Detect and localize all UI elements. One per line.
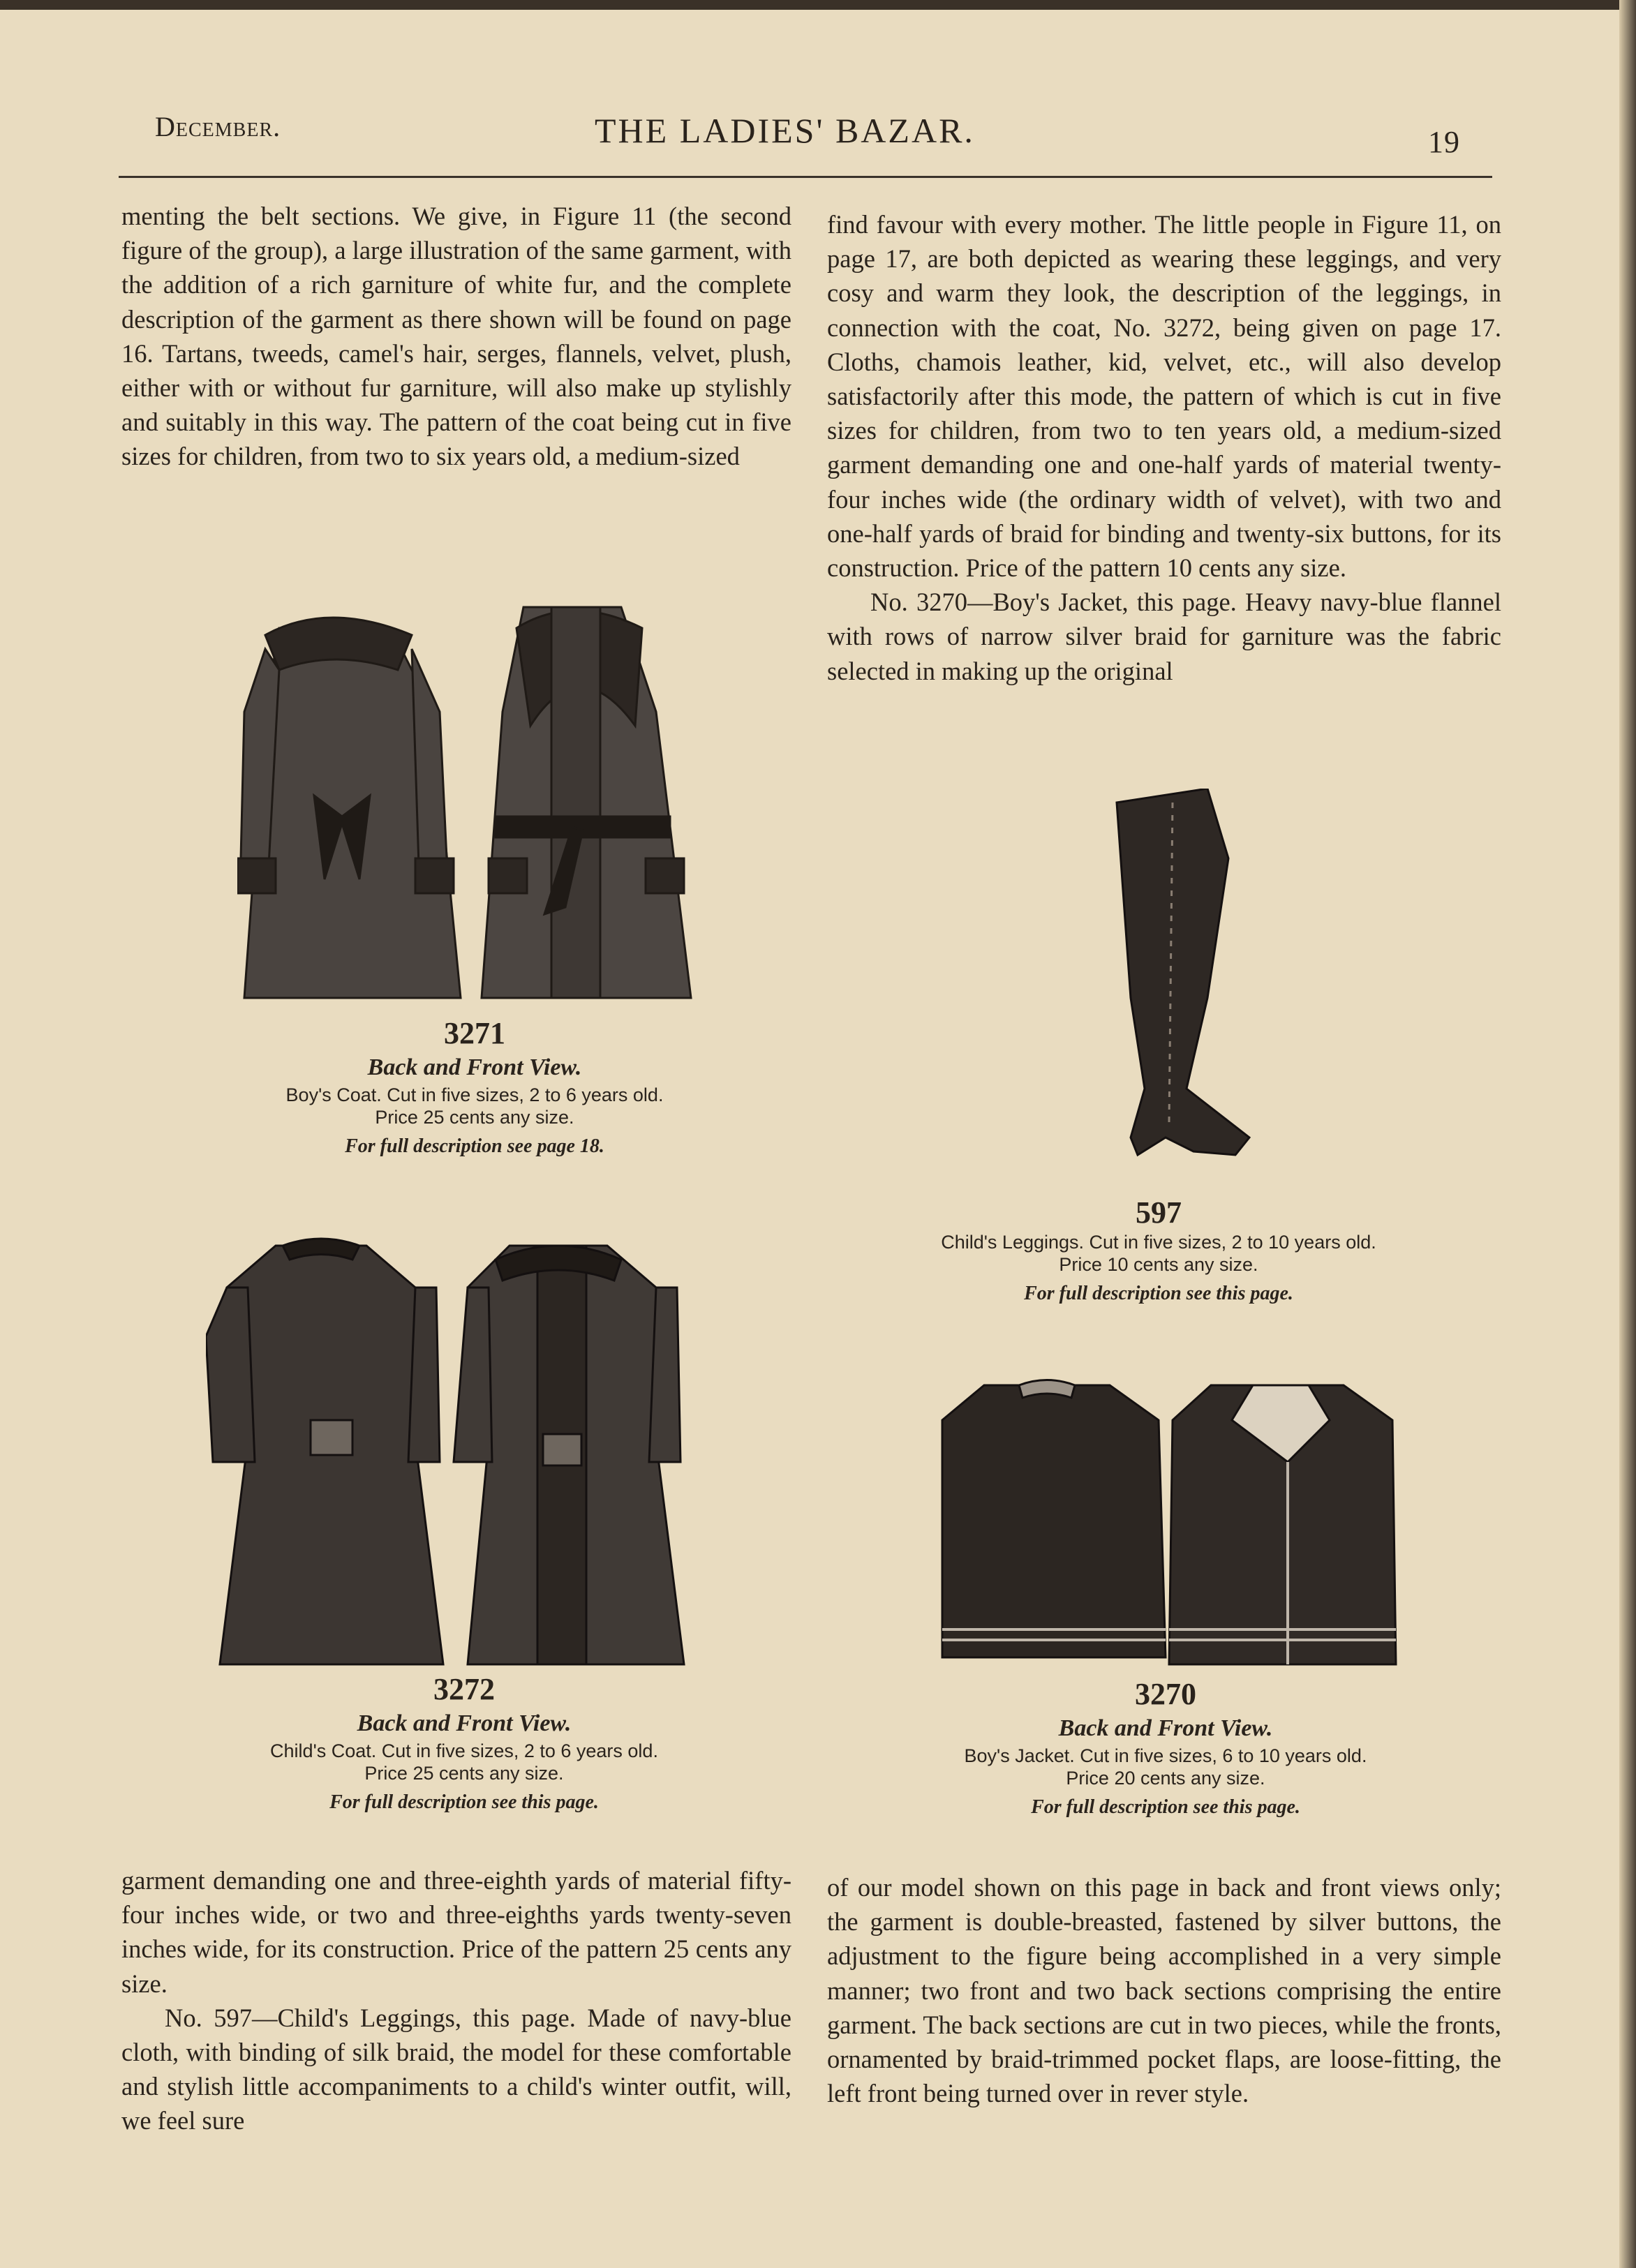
figure-view-label: Back and Front View. <box>367 1054 582 1080</box>
figure-price: Price 10 cents any size. <box>1059 1254 1258 1275</box>
figure-number: 597 <box>1136 1195 1182 1230</box>
legging-shape <box>1117 789 1249 1155</box>
coat-back-view <box>206 1239 443 1664</box>
coat-back-view <box>237 618 461 998</box>
paragraph: No. 597—Child's Leggings, this page. Made of navy-blue cloth, with binding of silk braid, the model for these comfortable and stylish little accompaniments to a child's winter outfit, will, we feel sure <box>121 2003 791 2135</box>
figure-3271-caption <box>209 1015 740 1161</box>
left-column-top <box>121 199 791 474</box>
figure-reference: For full description see page 18. <box>345 1135 604 1157</box>
figure-reference: For full description see this page. <box>329 1791 599 1813</box>
figure-view-label: Back and Front View. <box>357 1710 572 1736</box>
running-head-title: THE LADIES' BAZAR. <box>595 111 975 150</box>
coat-front-view <box>454 1246 684 1664</box>
right-column-top <box>827 207 1501 688</box>
page-top-edge <box>0 0 1636 10</box>
figure-3270-caption <box>900 1676 1431 1821</box>
figure-number: 3272 <box>433 1672 495 1706</box>
page-number: 19 <box>1428 125 1460 159</box>
coat-front-view <box>482 607 691 998</box>
jacket-front-view <box>1169 1385 1396 1664</box>
figure-3270-illustration <box>935 1378 1403 1685</box>
paragraph: find favour with every mother. The little people in Figure 11, on page 17, are both depicted as wearing these leggings, and very cosy and warm they look, the description of the leggings, in connection with the coat, No. 3272, being given on page 17. Cloths, chamois leather, kid, velvet, etc., will also develop satisfactorily after this mode, the pattern of which is cut in five sizes for children, from two to ten years old, a medium-sized garment demanding one and one-half yards of material twenty-four inches wide (the ordinary width of velvet), with two and one-half yards of braid for binding and twenty-six buttons, for its construction. Price of the pattern 10 cents any size. <box>827 210 1501 583</box>
figure-597-caption <box>865 1195 1452 1308</box>
paragraph: No. 3270—Boy's Jacket, this page. Heavy navy-blue flannel with rows of narrow silver braid for garniture was the fabric selected in making up the original <box>827 588 1501 685</box>
paragraph: of our model shown on this page in back and front views only; the garment is double-breasted, fastened by silver buttons, the adjustment to the figure being accomplished in a very simple manner; two front and two back sections comprising the entire garment. The back sections are cut in two pieces, while the fronts, ornamented by braid-trimmed pocket flaps, are loose-fitting, the left front being turned over in rever style. <box>827 1873 1501 2108</box>
paragraph: menting the belt sections. We give, in Figure 11 (the second figure of the group), a large illustration of the same garment, with the addition of a rich garniture of white fur, and the complete description of the garment as there shown will be found on page 16. Tartans, tweeds, camel's hair, serges, flannels, velvet, plush, either with or without fur garniture, will also make up stylishly and suitably in this way. The pattern of the coat being cut in five sizes for children, from two to six years old, a medium-sized <box>121 202 791 471</box>
right-column-bottom <box>827 1870 1501 2110</box>
running-head-month: December. <box>155 111 281 142</box>
figure-3271-illustration <box>237 586 712 1012</box>
page-right-edge <box>1619 0 1636 2268</box>
figure-description: Child's Leggings. Cut in five sizes, 2 to 10 years old. <box>941 1232 1376 1253</box>
figure-description: Boy's Jacket. Cut in five sizes, 6 to 10 years old. <box>964 1745 1367 1766</box>
figure-view-label: Back and Front View. <box>1058 1715 1273 1741</box>
figure-price: Price 25 cents any size. <box>375 1107 574 1128</box>
figure-3272-illustration <box>206 1232 708 1671</box>
figure-description: Child's Coat. Cut in five sizes, 2 to 6 years old. <box>270 1740 658 1761</box>
figure-number: 3271 <box>444 1016 505 1050</box>
left-column-bottom <box>121 1863 791 2138</box>
figure-number: 3270 <box>1135 1677 1196 1711</box>
jacket-back-view <box>942 1380 1166 1658</box>
figure-price: Price 20 cents any size. <box>1066 1768 1265 1789</box>
paragraph: garment demanding one and three-eighth yards of material fifty-four inches wide, or two and three-eighths yards twenty-seven inches wide, for its construction. Price of the pattern 25 cents any size. <box>121 1866 791 1998</box>
figure-description: Boy's Coat. Cut in five sizes, 2 to 6 years old. <box>285 1084 664 1105</box>
figure-price: Price 25 cents any size. <box>364 1763 564 1784</box>
figure-597-illustration <box>1089 789 1270 1172</box>
figure-3272-caption <box>199 1671 729 1816</box>
figure-reference: For full description see this page. <box>1031 1796 1300 1818</box>
header-rule <box>119 176 1492 178</box>
figure-reference: For full description see this page. <box>1024 1283 1293 1304</box>
